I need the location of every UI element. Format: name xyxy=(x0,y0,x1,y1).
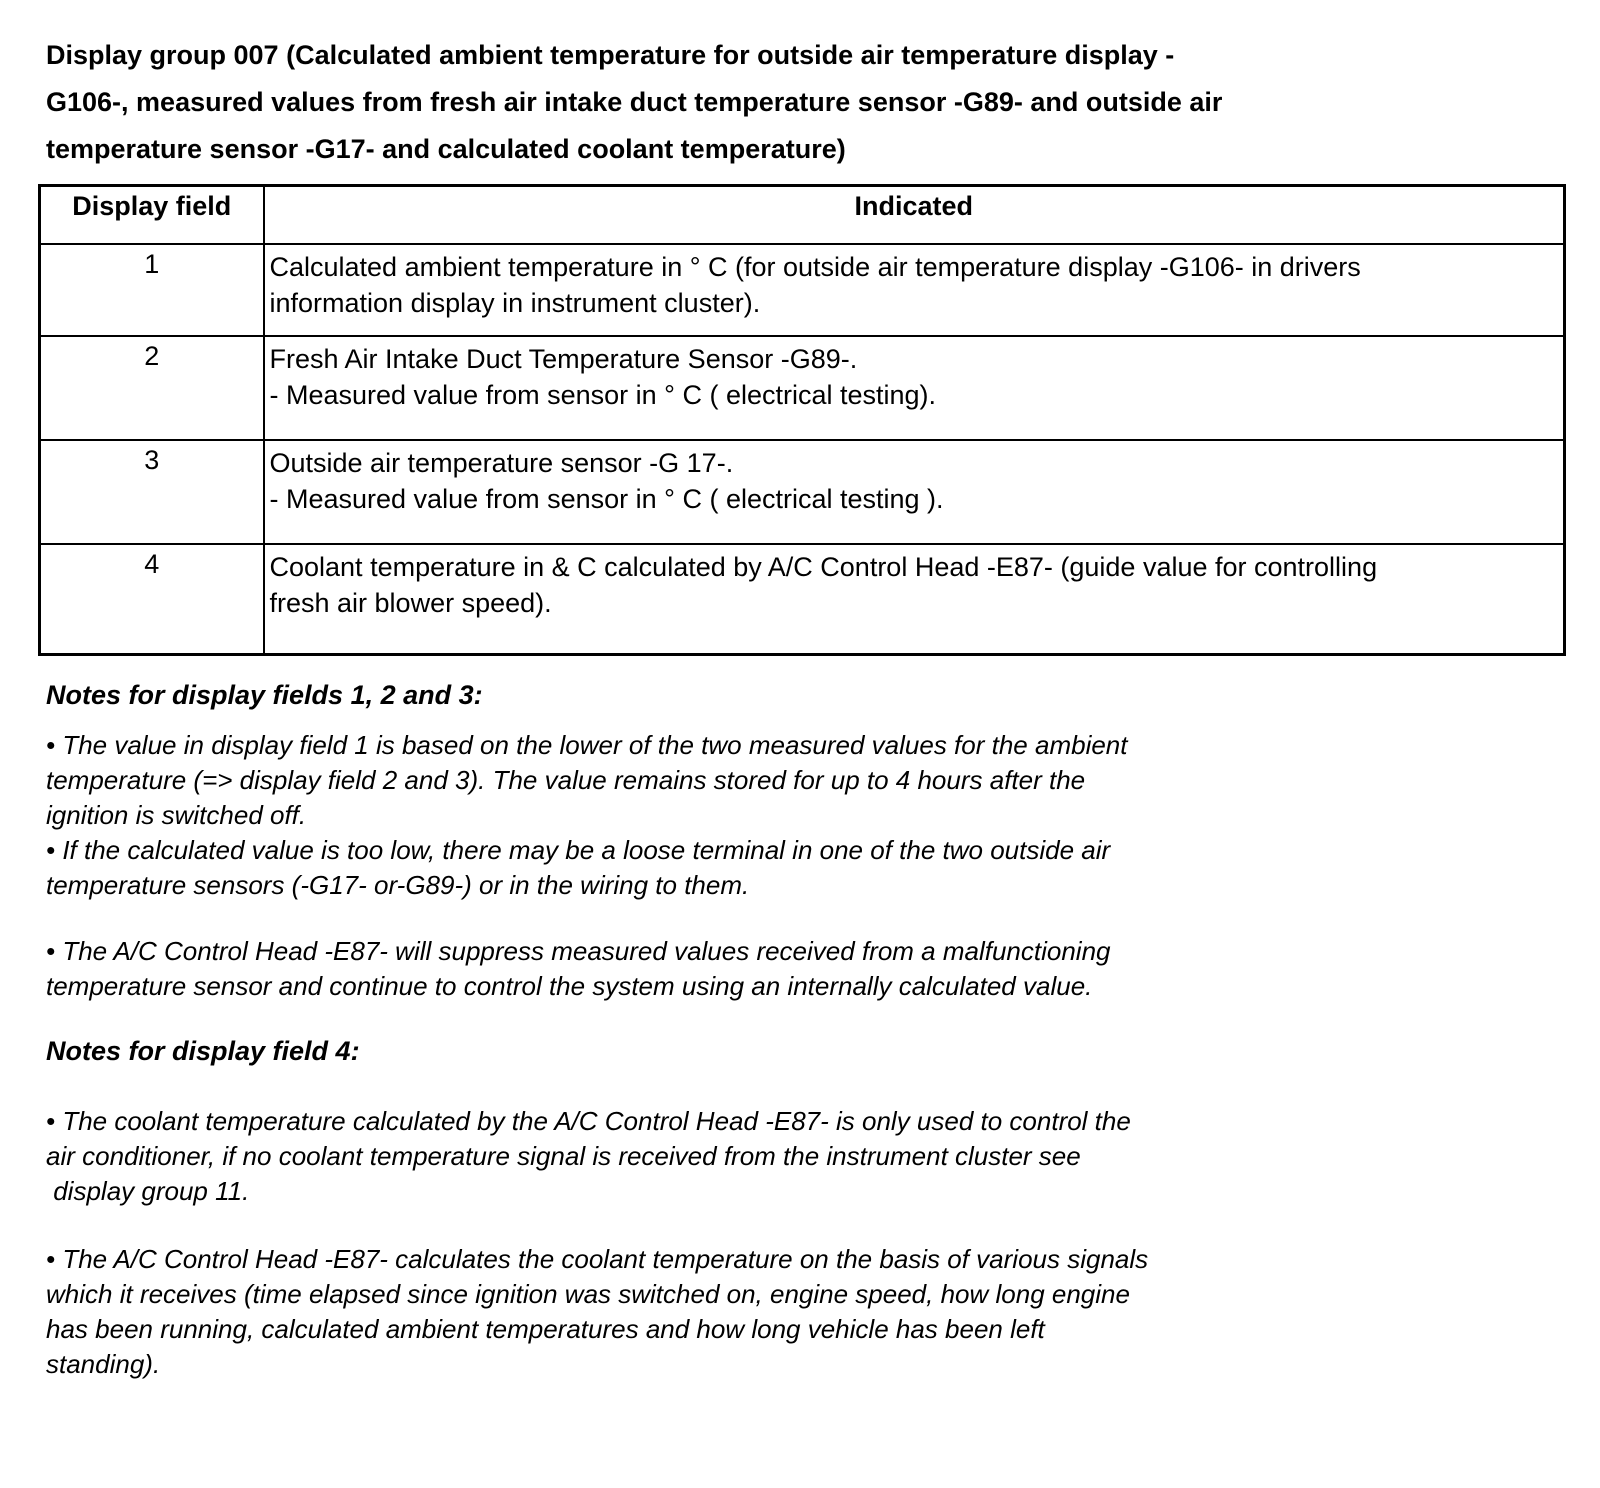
note-line: • The A/C Control Head -E87- will suppress measured values received from a malfunctioning xyxy=(46,936,1111,966)
note-line: standing). xyxy=(46,1349,161,1379)
title-line: temperature sensor -G17- and calculated coolant temperature) xyxy=(46,134,846,164)
indicated-description xyxy=(264,440,1565,544)
note-line: which it receives (time elapsed since ignition was switched on, engine speed, how long engine xyxy=(46,1279,1130,1309)
note-line: air conditioner, if no coolant temperature signal is received from the instrument cluster see xyxy=(46,1141,1081,1171)
note-line: • The coolant temperature calculated by the A/C Control Head -E87- is only used to control the xyxy=(46,1106,1131,1136)
table-row xyxy=(40,544,1565,655)
page-title xyxy=(46,32,1546,173)
indicated-description xyxy=(264,544,1565,655)
title-line: Display group 007 (Calculated ambient temperature for outside air temperature display - xyxy=(46,40,1175,70)
description-line: Outside air temperature sensor -G 17-. xyxy=(269,447,734,478)
indicated-description xyxy=(264,244,1565,336)
notes-field-4-paragraph xyxy=(46,1104,1446,1209)
table-header-row xyxy=(40,186,1565,244)
description-line: Fresh Air Intake Duct Temperature Sensor -G89-. xyxy=(269,343,858,374)
note-line: display group 11. xyxy=(46,1176,250,1206)
display-field-number: 3 xyxy=(40,440,264,544)
description-line: Coolant temperature in & C calculated by A/C Control Head -E87- (guide value for controlling xyxy=(269,551,1378,582)
description-line: Calculated ambient temperature in ° C (for outside air temperature display -G106- in drivers xyxy=(269,251,1361,282)
display-field-number: 2 xyxy=(40,336,264,440)
table-row xyxy=(40,440,1565,544)
note-line: • The A/C Control Head -E87- calculates the coolant temperature on the basis of various signals xyxy=(46,1244,1149,1274)
notes-fields-1-2-3-title: Notes for display fields 1, 2 and 3: xyxy=(46,680,483,710)
notes-field-4-title: Notes for display field 4: xyxy=(46,1036,360,1066)
note-line: temperature sensor and continue to control the system using an internally calculated value. xyxy=(46,971,1093,1001)
description-line: - Measured value from sensor in ° C ( electrical testing ). xyxy=(269,483,944,514)
display-field-number: 4 xyxy=(40,544,264,655)
indicated-description xyxy=(264,336,1565,440)
display-field-number: 1 xyxy=(40,244,264,336)
description-line: fresh air blower speed). xyxy=(269,587,552,618)
note-line: has been running, calculated ambient temperatures and how long vehicle has been left xyxy=(46,1314,1045,1344)
table-row xyxy=(40,336,1565,440)
description-line: information display in instrument cluster). xyxy=(269,287,761,318)
note-line: temperature (=> display field 2 and 3). The value remains stored for up to 4 hours after the xyxy=(46,765,1086,795)
note-line: • The value in display field 1 is based on the lower of the two measured values for the ambient xyxy=(46,730,1128,760)
column-header-display-field: Display field xyxy=(40,186,264,244)
note-line: ignition is switched off. xyxy=(46,800,307,830)
title-line: G106-, measured values from fresh air intake duct temperature sensor -G89- and outside air xyxy=(46,87,1223,117)
notes-fields-1-2-3-paragraph xyxy=(46,934,1446,1004)
display-fields-table xyxy=(38,184,1566,656)
note-line: temperature sensors (-G17- or-G89-) or in the wiring to them. xyxy=(46,870,750,900)
notes-field-4-paragraph xyxy=(46,1242,1446,1382)
notes-fields-1-2-3-paragraph xyxy=(46,728,1446,903)
note-line: • If the calculated value is too low, there may be a loose terminal in one of the two outside air xyxy=(46,835,1111,865)
column-header-indicated: Indicated xyxy=(264,186,1565,244)
table-row xyxy=(40,244,1565,336)
description-line: - Measured value from sensor in ° C ( electrical testing). xyxy=(269,379,937,410)
